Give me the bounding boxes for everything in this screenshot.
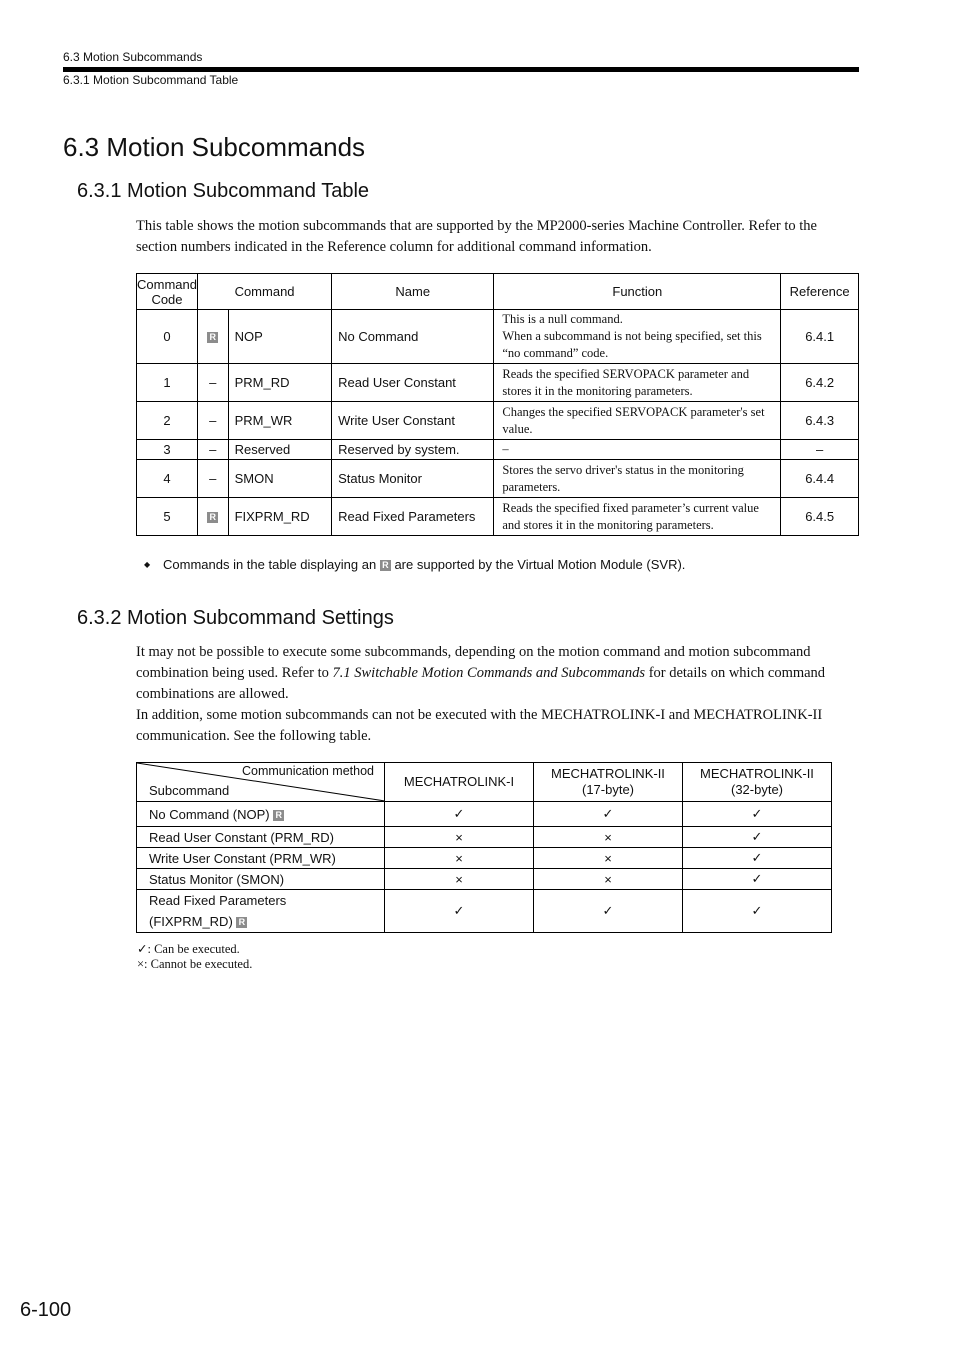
command-reference: 6.4.3	[781, 402, 859, 440]
header-mechatrolink-1: MECHATROLINK-I	[385, 763, 534, 802]
svr-r-icon: R	[236, 917, 247, 928]
command-code: 2	[137, 402, 198, 440]
command-function: –	[494, 440, 781, 460]
paragraph-text: It may not be possible to execute some subcommands, depending on the motion command and motion subcommand combination being used. Refer to	[136, 644, 811, 681]
mark-mechatrolink-2-17: ×	[534, 827, 683, 848]
svr-support-cell: –	[197, 460, 228, 498]
mark-mechatrolink-1: ✓	[385, 890, 534, 933]
svr-support-cell	[197, 310, 228, 364]
command-code: 1	[137, 364, 198, 402]
command-reference: 6.4.4	[781, 460, 859, 498]
subsection-title-settings: 6.3.2 Motion Subcommand Settings	[77, 607, 394, 629]
header-mechatrolink-2-32	[683, 763, 832, 802]
svr-support-cell: –	[197, 364, 228, 402]
intro-paragraph: This table shows the motion subcommands that are supported by the MP2000-series Machine Controller. Refer to the section numbers indicated in the Reference column for additional command information.	[136, 218, 817, 255]
corner-header	[137, 763, 385, 802]
table-header-row	[137, 763, 832, 802]
command-mnemonic: NOP	[228, 310, 332, 364]
subcommand-label	[137, 802, 385, 827]
label-line	[149, 911, 384, 932]
function-line: When a subcommand is not being specified, set this “no command” code.	[502, 329, 762, 360]
command-mnemonic: PRM_RD	[228, 364, 332, 402]
table-row	[137, 827, 832, 848]
svr-r-icon: R	[207, 332, 218, 343]
subcommand-label: Read User Constant (PRM_RD)	[137, 827, 385, 848]
command-code: 3	[137, 440, 198, 460]
mark-mechatrolink-2-32: ✓	[683, 802, 832, 827]
mark-mechatrolink-2-17: ×	[534, 848, 683, 869]
motion-subcommand-table	[136, 273, 859, 536]
mark-mechatrolink-2-32: ✓	[683, 869, 832, 890]
command-name: Status Monitor	[332, 460, 494, 498]
command-mnemonic: Reserved	[228, 440, 332, 460]
svr-support-cell: –	[197, 402, 228, 440]
mark-mechatrolink-1: ✓	[385, 802, 534, 827]
note-text-before: Commands in the table displaying an	[163, 557, 377, 572]
section-title: 6.3 Motion Subcommands	[63, 132, 366, 162]
label-text: (FIXPRM_RD)	[149, 914, 233, 929]
command-code: 0	[137, 310, 198, 364]
table-row	[137, 364, 859, 402]
subcommand-label	[137, 890, 385, 933]
running-header-subsection: 6.3.1 Motion Subcommand Table	[63, 73, 239, 87]
subcommand-label: Write User Constant (PRM_WR)	[137, 848, 385, 869]
header-line: MECHATROLINK-II	[700, 766, 814, 781]
table-row	[137, 498, 859, 536]
header-function: Function	[494, 274, 781, 310]
command-reference: 6.4.5	[781, 498, 859, 536]
note-text-after: are supported by the Virtual Motion Module (SVR).	[394, 557, 686, 572]
header-reference: Reference	[781, 274, 859, 310]
command-code: 4	[137, 460, 198, 498]
command-function: Reads the specified SERVOPACK parameter and stores it in the monitoring parameters.	[494, 364, 781, 402]
command-mnemonic: FIXPRM_RD	[228, 498, 332, 536]
header-mechatrolink-2-17	[534, 763, 683, 802]
settings-paragraph-1	[136, 642, 860, 705]
header-line: (17-byte)	[581, 782, 635, 797]
mark-mechatrolink-2-17: ✓	[534, 890, 683, 933]
command-function: Reads the specified fixed parameter’s current value and stores it in the monitoring parameters.	[494, 498, 781, 536]
table-row	[137, 402, 859, 440]
legend-can-execute: ✓: Can be executed.	[137, 942, 240, 956]
header-name: Name	[332, 274, 494, 310]
mark-mechatrolink-2-32: ✓	[683, 827, 832, 848]
command-mnemonic: PRM_WR	[228, 402, 332, 440]
running-header-section: 6.3 Motion Subcommands	[63, 50, 203, 64]
command-reference: –	[781, 440, 859, 460]
mark-mechatrolink-1: ×	[385, 827, 534, 848]
command-function: Changes the specified SERVOPACK parameter's set value.	[494, 402, 781, 440]
command-reference: 6.4.1	[781, 310, 859, 364]
legend-cannot-execute: ×: Cannot be executed.	[137, 957, 253, 971]
page-number: 6-100	[20, 1299, 72, 1321]
command-reference: 6.4.2	[781, 364, 859, 402]
command-mnemonic: SMON	[228, 460, 332, 498]
header-communication-method: Communication method	[241, 764, 374, 778]
command-name: No Command	[332, 310, 494, 364]
command-function	[494, 310, 781, 364]
svr-support-cell	[197, 498, 228, 536]
mark-mechatrolink-2-32: ✓	[683, 890, 832, 933]
command-name: Read User Constant	[332, 364, 494, 402]
svr-r-icon: R	[380, 560, 391, 571]
mark-mechatrolink-2-32: ✓	[683, 848, 832, 869]
svr-support-cell: –	[197, 440, 228, 460]
label-text: Read Fixed Parameters	[149, 893, 287, 908]
subsection-title-table: 6.3.1 Motion Subcommand Table	[77, 180, 370, 202]
command-function: Stores the servo driver's status in the monitoring parameters.	[494, 460, 781, 498]
table-row	[137, 440, 859, 460]
table-header-row	[137, 274, 859, 310]
subcommand-label: Status Monitor (SMON)	[137, 869, 385, 890]
mark-mechatrolink-1: ×	[385, 869, 534, 890]
header-subcommand: Subcommand	[149, 783, 230, 798]
table-row	[137, 848, 832, 869]
table-row	[137, 460, 859, 498]
svr-r-icon: R	[207, 512, 218, 523]
table-row	[137, 310, 859, 364]
mark-mechatrolink-2-17: ×	[534, 869, 683, 890]
svr-r-icon: R	[273, 810, 284, 821]
svr-note	[144, 557, 685, 572]
command-name: Reserved by system.	[332, 440, 494, 460]
paragraph-text: for details on which command combinations are allowed.	[136, 665, 826, 702]
bullet-diamond-icon: ◆	[144, 560, 151, 569]
header-command: Command	[197, 274, 331, 310]
function-line: This is a null command.	[502, 312, 623, 326]
header-line: MECHATROLINK-II	[551, 766, 665, 781]
table-row	[137, 802, 832, 827]
header-command-code: Command Code	[137, 274, 198, 310]
command-code: 5	[137, 498, 198, 536]
label-text: No Command (NOP)	[149, 806, 270, 822]
command-name: Write User Constant	[332, 402, 494, 440]
mark-mechatrolink-1: ×	[385, 848, 534, 869]
header-line: (32-byte)	[730, 782, 784, 797]
header-rule	[63, 67, 859, 72]
command-name: Read Fixed Parameters	[332, 498, 494, 536]
mark-mechatrolink-2-17: ✓	[534, 802, 683, 827]
cross-reference: 7.1 Switchable Motion Commands and Subcommands	[332, 665, 646, 681]
settings-paragraph-2: In addition, some motion subcommands can not be executed with the MECHATROLINK-I and MECHATROLINK-II communication. See the following table.	[136, 707, 823, 744]
table-row	[137, 890, 832, 933]
subcommand-compatibility-table	[136, 762, 832, 933]
table-row	[137, 869, 832, 890]
